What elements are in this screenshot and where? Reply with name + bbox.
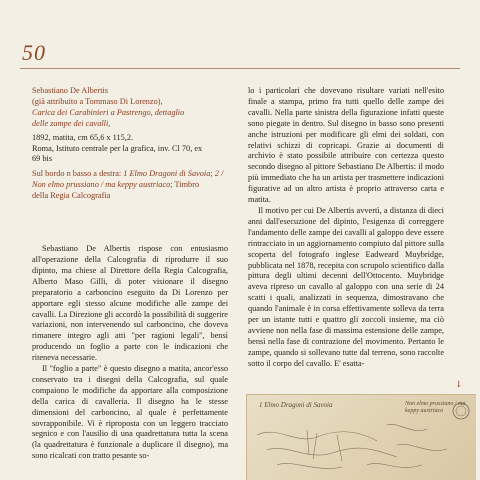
right-paragraph-1: lo i particolari che dovevano risultare variati nell'esito finale a stampa, primo fra tutti quello delle zampe dei cavalli. Nella parte sinistra della figurazione infatti queste sono piegate in dentro. Sul disegno in basso sono presenti anche istruzioni per modificare gli elmi dei soldati, con relativi schizzi di copricapi. Grazie ai documenti di archivio è stato possibile attribuire con certezza questo secondo disegno al pittore Sebastiano De Albertis: il modo più immediato che ha un artista per trasmettere indicazioni figurative ad un altro artista è proprio attraverso carta e matita.	[248, 86, 444, 205]
left-paragraph-1: Sebastiano De Albertis rispose con entusiasmo all'operazione della Calcografia di riprodurre il suo dipinto, ma chiese al Direttore della Regia Calcografia, Alberto Maso Gilli, di poter visionare il disegno preparatorio a carboncino eseguito da Di Lorenzo per apportare egli stesso alcune modifiche alle zampe dei cavalli. La Direzione gli accordò la possibilità di suggerire variazioni, non intervenendo sul carboncino, che doveva rimanere integro agli atti "per ragioni legali", bensì producendo un foglio a parte con le indicazioni che riteneva necessarie.	[32, 244, 228, 363]
inscription-note	[32, 169, 228, 202]
caption-collection-2: 69 bis	[32, 154, 53, 164]
drawing-detail-image	[246, 394, 476, 480]
artwork-caption	[32, 86, 228, 130]
caption-attribution: (già attribuito a Tommaso Di Lorenzo),	[32, 96, 163, 106]
inscription-mid: ;	[210, 169, 213, 179]
inscription-quote-2: 2 / Non elmo prussiano / ma keppy austriaco	[32, 169, 224, 190]
arrow-down-icon: ↓	[455, 380, 463, 390]
inscription-prefix: Sul bordo n basso a destra:	[32, 169, 124, 179]
artwork-meta	[32, 133, 228, 166]
left-column	[32, 86, 228, 462]
left-paragraph-2: Il "foglio a parte" è questo disegno a matita, ancor'esso conservato tra i disegni della Calcografia, sul quale compaiono le modifiche da apportare alla composizione della carica di cavalleria. Il disegno ha le stesse dimensioni del carboncino, al quale è perfettamente sovrapponibile. Vi è riproposta con un leggero tracciato segnico e con l'ausilio di una quadrettatura tutta la scena (la quadrettatura è funzionale a duplicare il disegno), ma sono ricalcati con tratto pesante so-	[32, 364, 228, 461]
caption-title-2: delle zampe dei cavalli,	[32, 118, 111, 128]
right-paragraph-2: Il motivo per cui De Albertis avvertì, a distanza di dieci anni dall'esecuzione del dipinto, l'esigenza di correggere l'andamento delle zampe dei cavalli al galoppo deve essere rintracciato in un aggiornamento compiuto dal pittore sulla scoperta del fotografo inglese Eadweard Muybridge, pubblicata nel 1878, recepita con scrupolo scientifico dalla pittura degli ultimi decenni dell'Ottocento. Muybridge aveva ripreso un cavallo al galoppo con una serie di 24 scatti i quali, analizzati in sequenza, dimostravano che quando l'animale è in corsa effettivamente solleva da terra per un istante tutti e quattro gli zoccoli insieme, ma ciò avviene non nella fase di massima estensione delle zampe, bensì nella fase di contrazione del movimento. Pertanto le zampe, quando si sollevano tutte dal terreno, sono raccolte sotto il corpo del cavallo. E' esatta-	[248, 205, 444, 368]
inscription-suffix: ; Timbro	[170, 180, 200, 190]
drawing-inscription: 1 Elmo Dragoni di Savoia	[259, 401, 333, 409]
page-number: 50	[22, 40, 46, 65]
header-rule	[20, 68, 460, 69]
right-column	[248, 86, 444, 370]
drawing-note: Non elmo prussiano / ma keppy austriaco	[405, 401, 466, 414]
caption-collection-1: Roma, Istituto centrale per la grafica, inv. Cl 70, ex	[32, 143, 203, 153]
inscription-quote-1: 1 Elmo Dragoni di Savoia	[123, 169, 211, 179]
caption-medium: 1892, matita, cm 65,6 x 115,2.	[32, 132, 134, 142]
caption-title-1: Carica dei Carabinieri a Pastrengo, dettaglio	[32, 107, 185, 117]
caption-author: Sebastiano De Albertis	[32, 86, 109, 95]
inscription-line2: della Regia Calcografia	[32, 191, 111, 201]
